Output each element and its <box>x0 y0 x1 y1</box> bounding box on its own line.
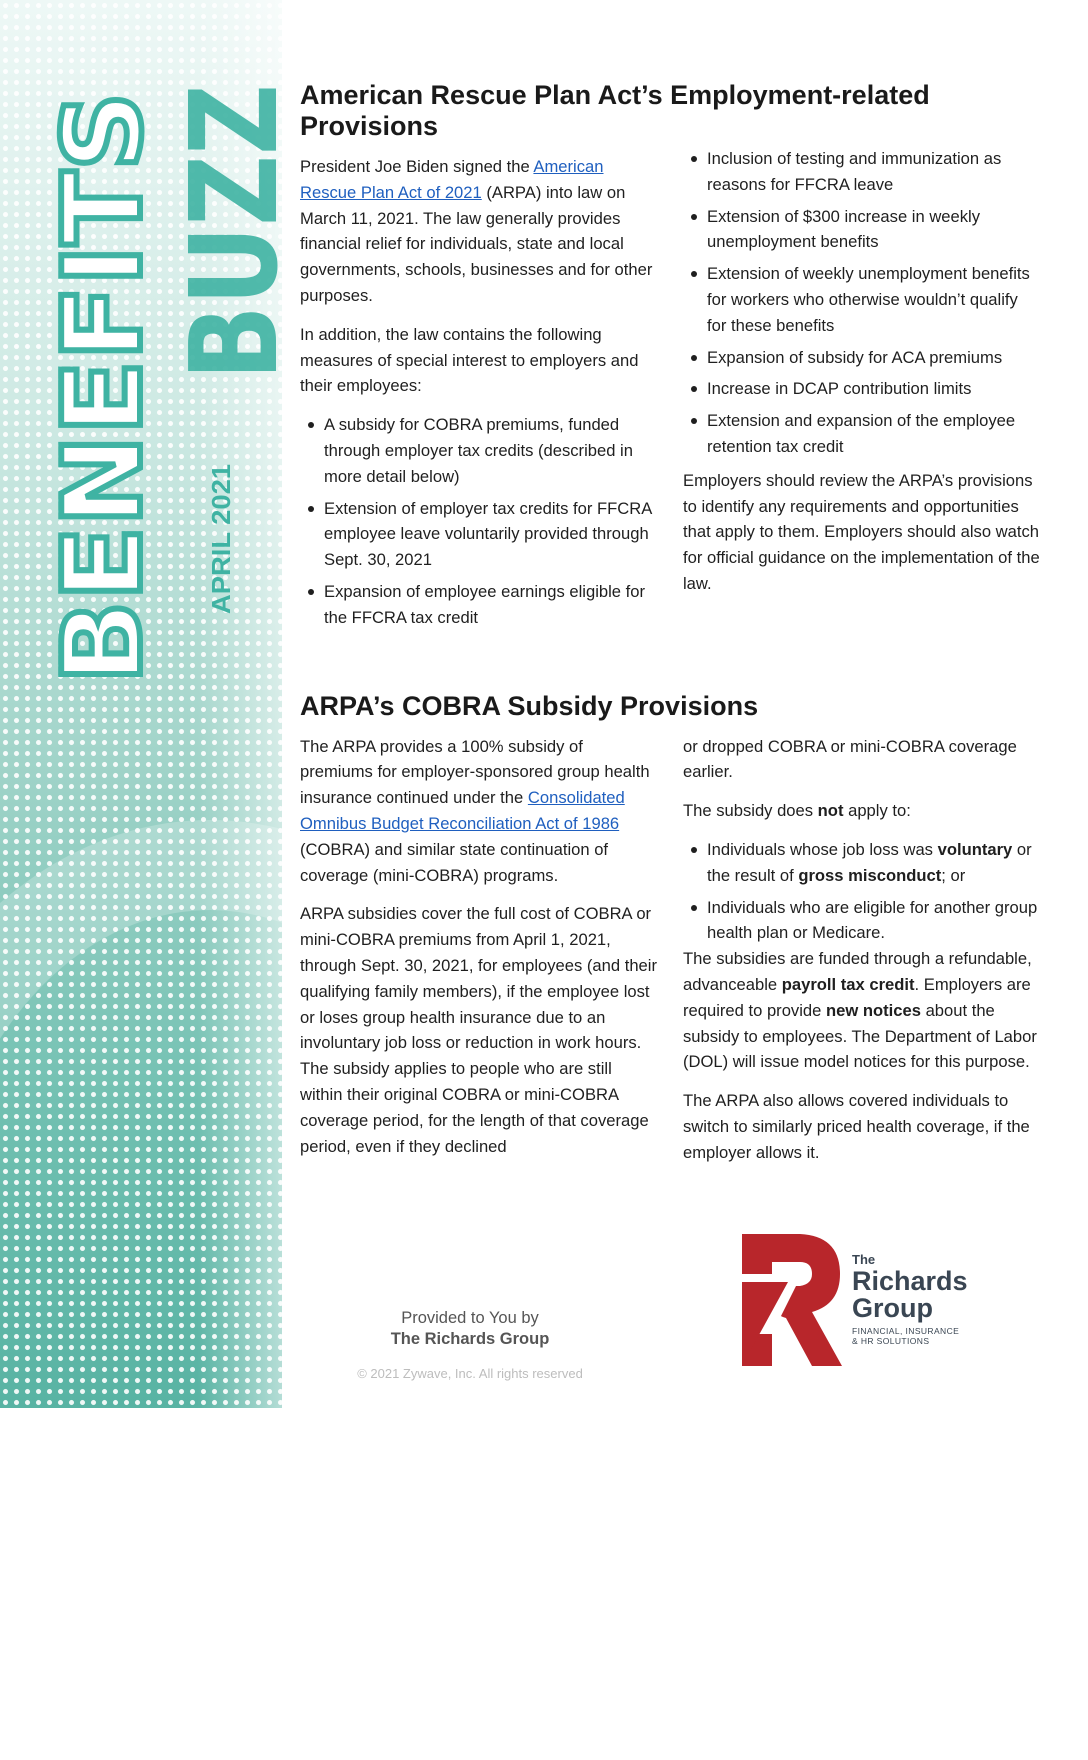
section1-right-column <box>683 149 1040 639</box>
section1-left-column <box>300 154 657 639</box>
section1-measures-paragraph: In addition, the law contains the following measures of special interest to employers and their employees: <box>300 324 639 396</box>
exclusion-text: or the result of <box>707 839 1032 885</box>
cobra-text-start: The ARPA provides a 100% subsidy of premiums for employer-sponsored group health insurance continued under the <box>300 736 650 808</box>
exclusions-list <box>683 837 1040 946</box>
section2-left-column <box>300 734 657 1179</box>
section2 <box>300 691 1040 1179</box>
section2-columns <box>300 734 1040 1179</box>
not-apply-start: The subsidy does <box>683 801 818 821</box>
logo-tagline-line1: FINANCIAL, INSURANCE <box>852 1326 960 1336</box>
list-item <box>707 837 1040 889</box>
r-logo-icon <box>742 1234 842 1366</box>
funding-text: about the subsidy to employees. The Department of Labor (DOL) will issue model notices for this purpose. <box>683 1000 1037 1072</box>
logo-the: The <box>852 1252 876 1267</box>
cobra-text-end: (COBRA) and similar state continuation of coverage (mini-COBRA) programs. <box>300 839 609 885</box>
copyright: © 2021 Zywave, Inc. All rights reserved <box>357 1366 583 1381</box>
switch-coverage-paragraph: The ARPA also allows covered individuals to switch to similarly priced health coverage, if the employer allows it. <box>683 1091 1030 1162</box>
logo-name <box>852 1268 968 1322</box>
list-item: Extension of employer tax credits for FFCRA employee leave voluntarily provided through Sept. 30, 2021 <box>324 496 657 573</box>
provider-name: The Richards Group <box>390 1330 550 1348</box>
section2-title: ARPA’s COBRA Subsidy Provisions <box>300 690 759 721</box>
section1-columns <box>300 149 1040 639</box>
provided-by-label: Provided to You by <box>401 1309 539 1327</box>
sidebar-halftone-background <box>0 0 305 1408</box>
section1-left-bullets <box>300 412 657 630</box>
list-item: Extension of weekly unemployment benefits for workers who otherwise wouldn’t qualify for these benefits <box>707 261 1040 338</box>
funding-text: The subsidies are funded through a refundable, advanceable <box>683 949 1032 994</box>
provided-by <box>300 1308 640 1350</box>
new-notices-emphasis: new notices <box>825 1000 921 1020</box>
masthead-graphic <box>40 17 305 684</box>
voluntary-emphasis: voluntary <box>937 839 1013 859</box>
masthead-buzz: BUZZ <box>166 17 305 380</box>
list-item: Increase in DCAP contribution limits <box>707 376 1040 402</box>
exclusion-text: Individuals whose job loss was <box>707 839 938 859</box>
section1-title: American Rescue Plan Act’s Employment-related Provisions <box>300 80 930 141</box>
funding-paragraph <box>683 946 1040 1075</box>
section2-coverage-continuation: or dropped COBRA or mini-COBRA coverage earlier. <box>683 736 1017 782</box>
list-item: Extension and expansion of the employee retention tax credit <box>707 408 1040 460</box>
funding-text: . Employers are required to provide <box>683 974 1031 1020</box>
richards-group-logo <box>742 1234 1042 1366</box>
not-apply-end: apply to: <box>843 801 911 821</box>
logo-tagline-line2: & HR SOLUTIONS <box>852 1336 930 1346</box>
section1-intro-paragraph <box>300 154 657 309</box>
list-item: Individuals who are eligible for another group health plan or Medicare. <box>707 895 1040 947</box>
exclusion-text: ; or <box>941 865 966 885</box>
logo-tagline <box>852 1326 959 1346</box>
issue-date: APRIL 2021 <box>206 471 236 614</box>
masthead <box>40 17 305 684</box>
section2-intro-paragraph <box>300 734 657 889</box>
logo-name-line1: Richards <box>852 1266 968 1296</box>
payroll-tax-credit-emphasis: payroll tax credit <box>781 974 915 994</box>
section2-coverage-paragraph: ARPA subsidies cover the full cost of COBRA or mini-COBRA premiums from April 1, 2021, through Sept. 30, 2021, for employees (and their qualifying family members), if the employee lost or loses group health insurance due to an involuntary job loss or reduction in work hours. The subsidy applies to people who are still within their original COBRA or mini-COBRA coverage period, for the length of that coverage period, even if they declined <box>300 904 657 1156</box>
section1-closing-paragraph: Employers should review the ARPA’s provisions to identify any requirements and opportunities that apply to them. Employers should also watch for official guidance on the implementation of the law. <box>683 470 1040 593</box>
list-item: Inclusion of testing and immunization as reasons for FFCRA leave <box>707 146 1040 198</box>
arpa-link[interactable]: American Rescue Plan Act of 2021 <box>300 157 604 202</box>
intro-text-start: President Joe Biden signed the <box>300 157 534 176</box>
section1-right-bullets <box>683 146 1040 460</box>
cobra-act-link[interactable]: Consolidated Omnibus Budget Reconciliation Act of 1986 <box>300 788 625 833</box>
not-emphasis: not <box>817 801 844 821</box>
section2-right-column <box>683 734 1040 1179</box>
logo-name-line2: Group <box>852 1293 933 1323</box>
masthead-benefits: BENEFITS <box>41 98 166 684</box>
misconduct-emphasis: gross misconduct <box>798 865 942 885</box>
list-item: Expansion of employee earnings eligible for the FFCRA tax credit <box>324 579 657 631</box>
list-item: Extension of $300 increase in weekly unemployment benefits <box>707 204 1040 256</box>
list-item: Expansion of subsidy for ACA premiums <box>707 345 1040 371</box>
not-apply-paragraph <box>683 798 1040 824</box>
intro-text-end: (ARPA) into law on March 11, 2021. The law generally provides financial relief for individuals, state and local governments, schools, businesses and for other purposes. <box>300 182 653 305</box>
article <box>300 80 1040 1179</box>
list-item: A subsidy for COBRA premiums, funded through employer tax credits (described in more detail below) <box>324 412 657 489</box>
